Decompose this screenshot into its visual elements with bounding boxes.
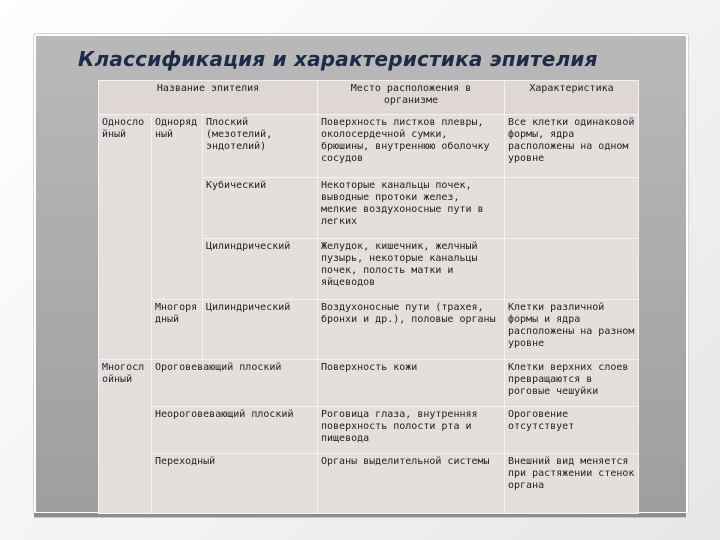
group-multi-layer: Многослойный bbox=[99, 360, 152, 514]
group-single-layer: Однослойный bbox=[99, 115, 152, 360]
epithelium-characteristic: Внешний вид меняется при растяжении стенок органа bbox=[505, 454, 639, 514]
header-characteristic: Характеристика bbox=[505, 81, 639, 115]
epithelium-characteristic bbox=[505, 239, 639, 300]
page-title: Классификация и характеристика эпителия bbox=[78, 47, 598, 71]
epithelium-characteristic bbox=[505, 178, 639, 239]
subgroup-single-row: Однорядный bbox=[152, 115, 203, 300]
table-row bbox=[99, 454, 639, 514]
epithelium-location: Поверхность кожи bbox=[318, 360, 505, 407]
epithelium-table bbox=[98, 80, 639, 514]
epithelium-type: Цилиндрический bbox=[203, 300, 318, 360]
table-row bbox=[99, 115, 639, 178]
header-location: Место расположения в организме bbox=[318, 81, 505, 115]
epithelium-type: Плоский (мезотелий, эндотелий) bbox=[203, 115, 318, 178]
epithelium-location: Роговица глаза, внутренняя поверхность полости рта и пищевода bbox=[318, 407, 505, 454]
table-row bbox=[99, 300, 639, 360]
table-header-row bbox=[99, 81, 639, 115]
epithelium-type: Ороговевающий плоский bbox=[152, 360, 318, 407]
epithelium-type: Цилиндрический bbox=[203, 239, 318, 300]
epithelium-type: Переходный bbox=[152, 454, 318, 514]
epithelium-characteristic: Клетки различной формы и ядра расположены на разном уровне bbox=[505, 300, 639, 360]
table-row bbox=[99, 360, 639, 407]
epithelium-type: Неороговевающий плоский bbox=[152, 407, 318, 454]
epithelium-type: Кубический bbox=[203, 178, 318, 239]
table-row bbox=[99, 407, 639, 454]
epithelium-characteristic: Клетки верхних слоев превращаются в роговые чешуйки bbox=[505, 360, 639, 407]
epithelium-location: Некоторые канальцы почек, выводные протоки желез, мелкие воздухоносные пути в легких bbox=[318, 178, 505, 239]
epithelium-location: Поверхность листков плевры, околосердечной сумки, брюшины, внутреннюю оболочку сосудов bbox=[318, 115, 505, 178]
epithelium-characteristic: Все клетки одинаковой формы, ядра расположены на одном уровне bbox=[505, 115, 639, 178]
header-name: Название эпителия bbox=[99, 81, 318, 115]
epithelium-location: Органы выделительной системы bbox=[318, 454, 505, 514]
subgroup-multi-row: Многорядный bbox=[152, 300, 203, 360]
epithelium-location: Воздухоносные пути (трахея, бронхи и др.), половые органы bbox=[318, 300, 505, 360]
epithelium-location: Желудок, кишечник, желчный пузырь, некоторые канальцы почек, полость матки и яйцеводов bbox=[318, 239, 505, 300]
epithelium-characteristic: Ороговение отсутствует bbox=[505, 407, 639, 454]
